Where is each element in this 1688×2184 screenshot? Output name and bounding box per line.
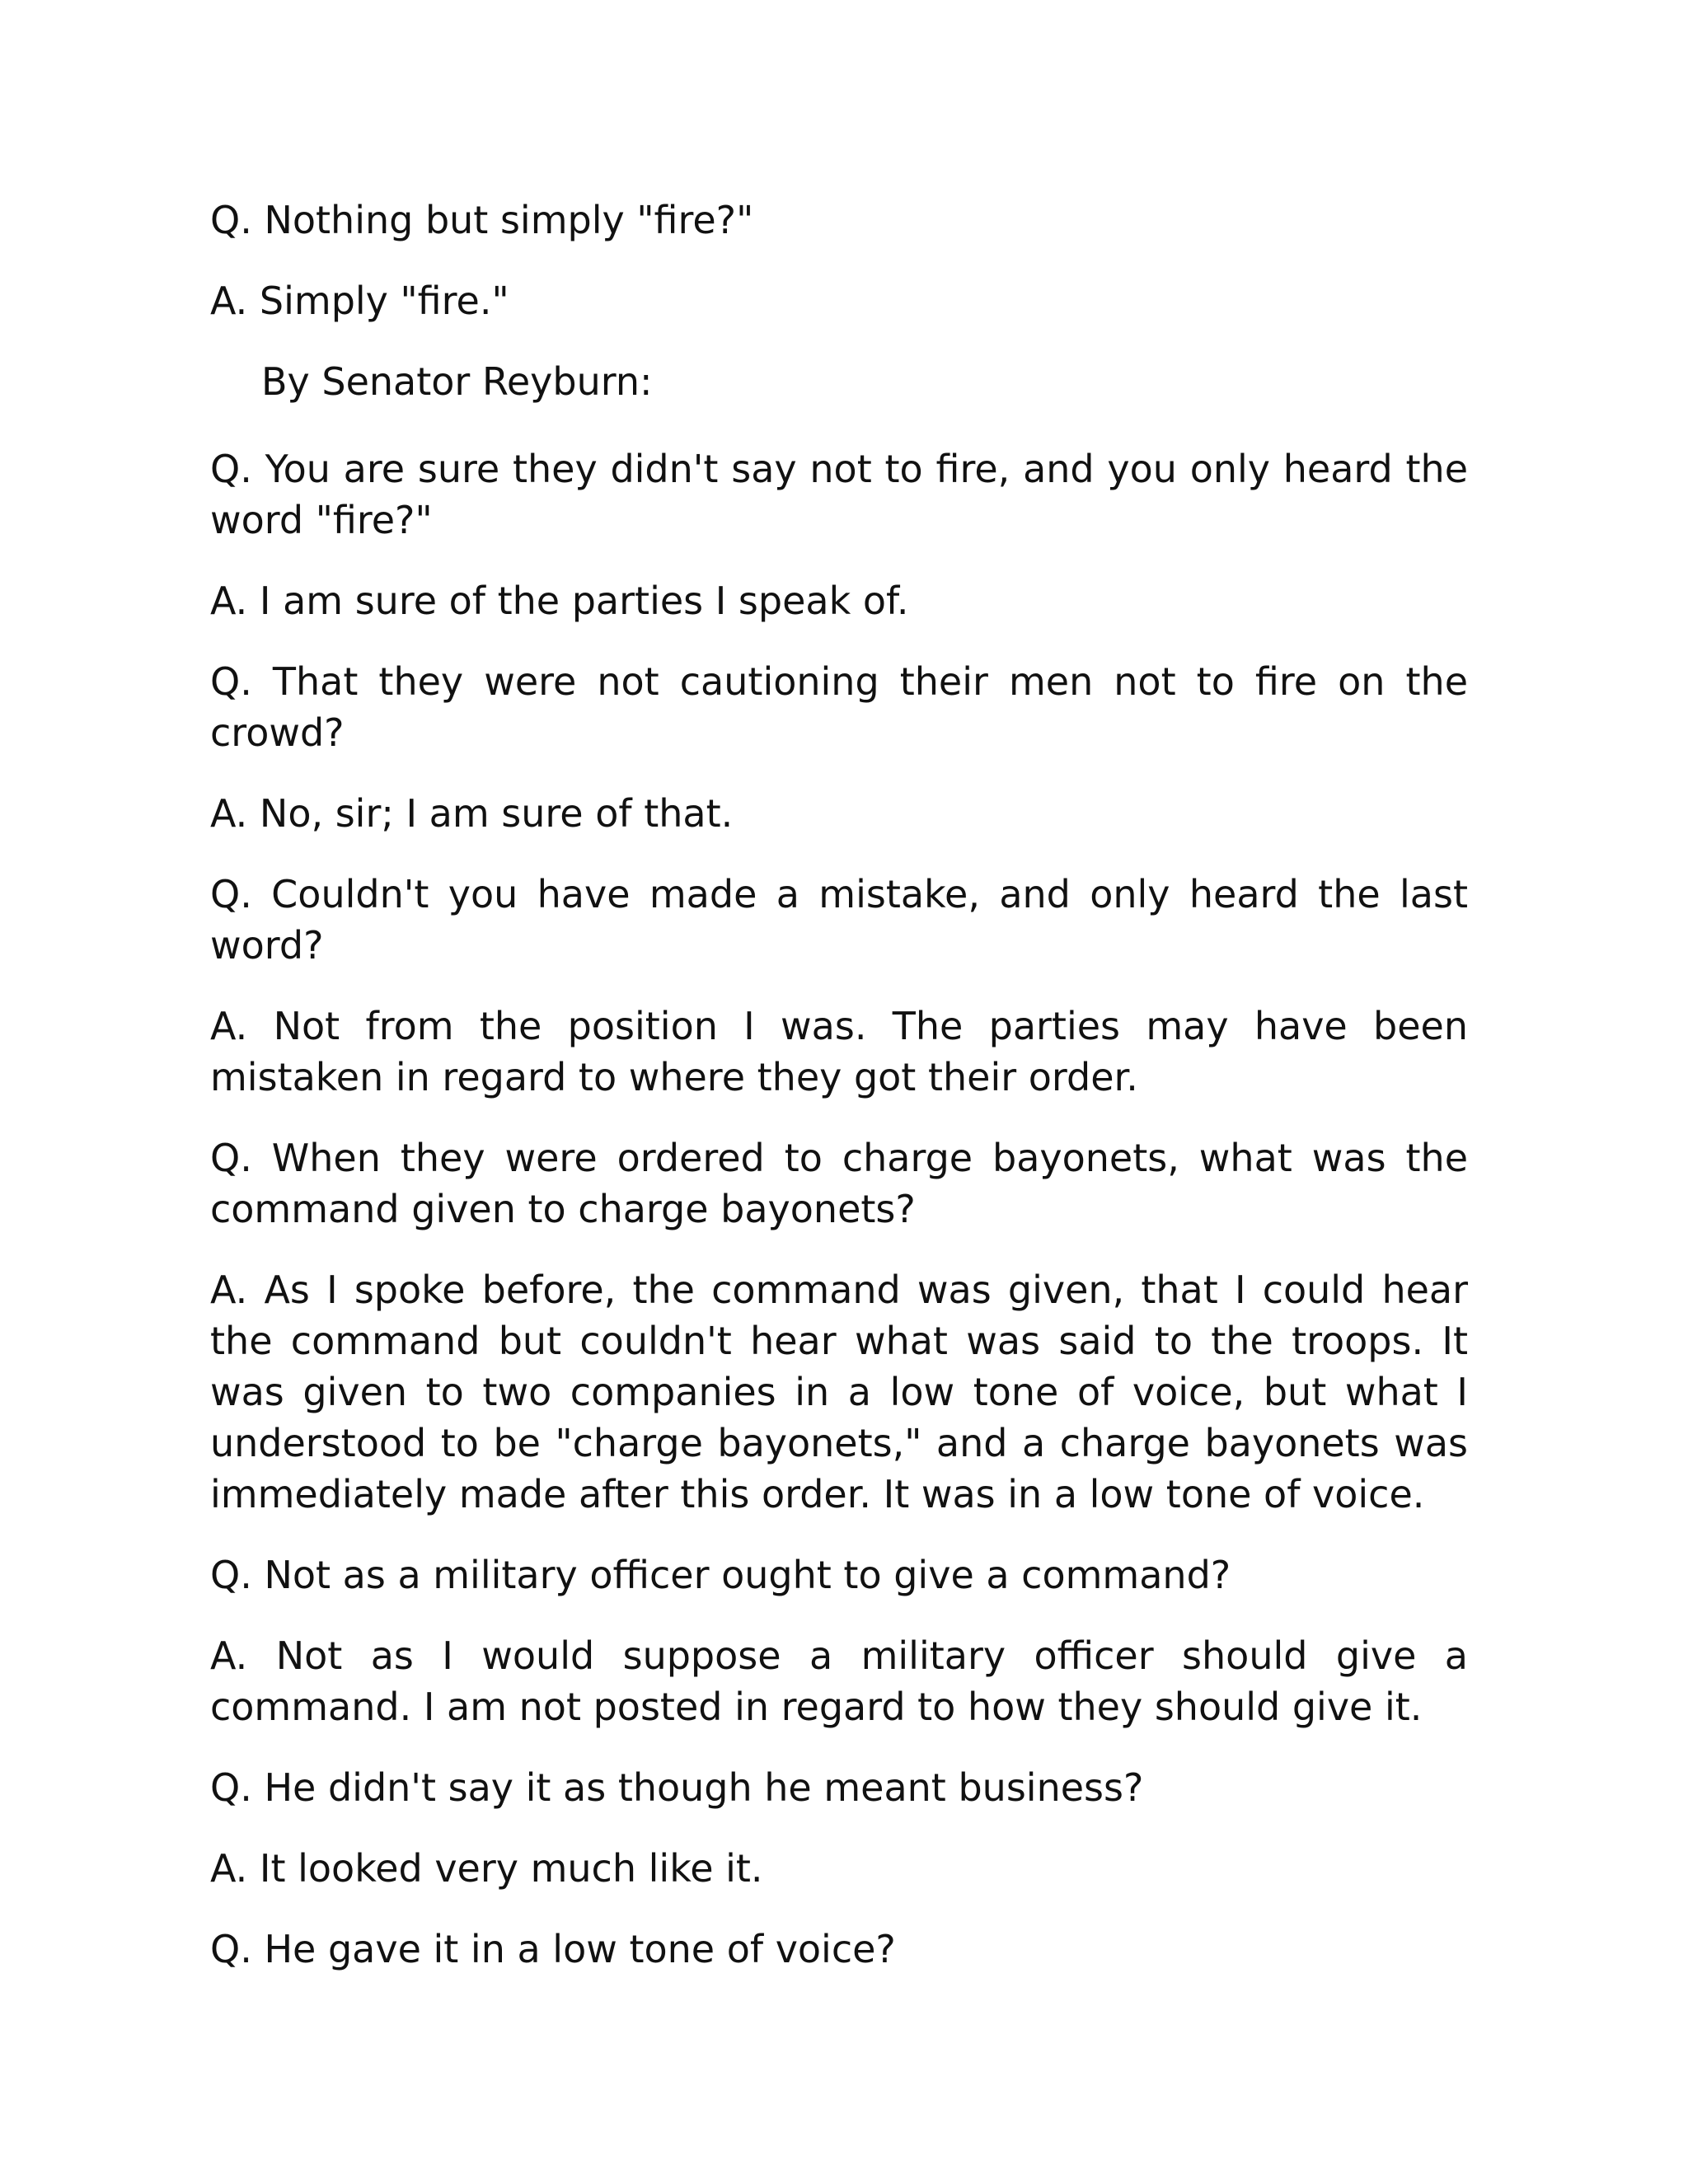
answer-paragraph: A. It looked very much like it. — [210, 1846, 763, 1891]
answer-paragraph: A. As I spoke before, the command was given, that I could hear the command but couldn't hear what was said to the troops. It was given to two companies in a low tone of voice, but what I understood to be "charge bayonets," and a charge bayonets was immediately made after this order. It was in a low tone of voice. — [210, 1268, 1468, 1516]
question-paragraph: Q. When they were ordered to charge bayonets, what was the command given to charge bayonets? — [210, 1136, 1468, 1231]
examiner-heading: By Senator Reyburn: — [261, 359, 653, 404]
question-paragraph: Q. Couldn't you have made a mistake, and only heard the last word? — [210, 872, 1468, 968]
answer-paragraph: A. Not as I would suppose a military officer should give a command. I am not posted in regard to how they should give it. — [210, 1633, 1468, 1729]
question-paragraph: Q. He didn't say it as though he meant business? — [210, 1765, 1144, 1810]
answer-paragraph: A. No, sir; I am sure of that. — [210, 791, 734, 836]
answer-paragraph: A. Not from the position I was. The parties may have been mistaken in regard to where they got their order. — [210, 1004, 1468, 1099]
question-paragraph: Q. He gave it in a low tone of voice? — [210, 1927, 896, 1971]
answer-paragraph: A. Simply "fire." — [210, 279, 509, 323]
question-paragraph: Q. Nothing but simply "fire?" — [210, 198, 754, 242]
question-paragraph: Q. Not as a military officer ought to give a command? — [210, 1553, 1231, 1597]
document-page — [210, 194, 1468, 2004]
question-paragraph: Q. You are sure they didn't say not to fire, and you only heard the word "fire?" — [210, 447, 1468, 542]
answer-paragraph: A. I am sure of the parties I speak of. — [210, 579, 909, 623]
question-paragraph: Q. That they were not cautioning their men not to fire on the crowd? — [210, 659, 1468, 755]
